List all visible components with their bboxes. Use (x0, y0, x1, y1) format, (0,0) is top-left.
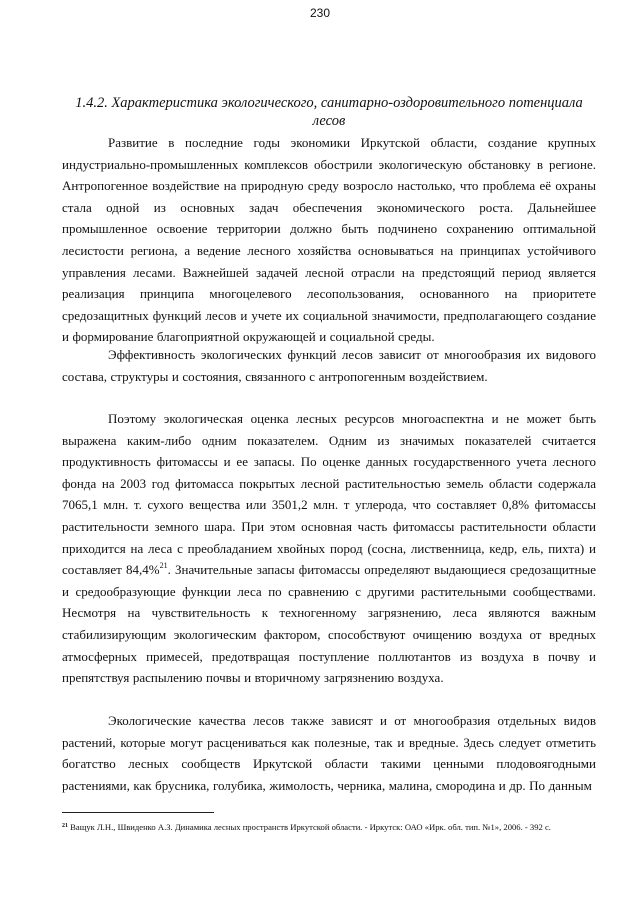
footnote-separator (62, 812, 214, 813)
paragraph: Эффективность экологических функций лесов зависит от многообразия их видового состава, структуры и состояния, связанного с антропогенным воздействием. (62, 347, 596, 384)
paragraph-text: Поэтому экологическая оценка лесных ресурсов многоаспектна и не может быть выражена каким-либо одним показателем. Одним из значимых показателей считается продуктивность фитомассы и ее запасы. По оценке данных государственного учета лесного фонда на 2003 год фитомасса покрытых лесной растительностью земель области содержала 7065,1 млн. т. сухого вещества или 3501,2 млн. т углерода, что составляет 0,8% фитомассы растительности земного шара. При этом основная часть фитомассы растительности области приходится на леса с преобладанием хвойных пород (сосна, лиственница, кедр, ель, пихта) и составляет 84,4% (62, 411, 596, 578)
paragraph: Экологические качества лесов также зависят и от многообразия отдельных видов растений, которые могут расцениваться как полезные, так и вредные. Здесь следует отметить богатство лесных сообществ Иркутской области такими ценными плодовоягодными растениями, как брусника, голубика, жимолость, черника, малина, смородина и др. По данным (62, 713, 596, 793)
paragraph-4-block (62, 710, 596, 796)
paragraph-2-block (62, 344, 596, 387)
footnote (62, 822, 602, 833)
footnote-reference[interactable]: 21 (159, 561, 168, 571)
paragraph-text: . Значительные запасы фитомассы определяют выдающиеся средозащитные и средообразующие функции леса по сравнению с другими растительными сообществами. Несмотря на чувствительность к техногенному загрязнению, леса являются важным стабилизирующим экологическим фактором, способствуют очищению воздуха от вредных атмосферных примесей, предотвращая поступление поллютантов из воздуха в почву и препятствуя распылению почвы и вторичному загрязнению воздуха. (62, 562, 596, 686)
paragraph (62, 408, 596, 689)
footnote-text: Ващук Л.Н., Швиденко А.З. Динамика лесных пространств Иркутской области. - Иркутск: ОАО «Ирк. обл. тип. №1», 2006. - 392 с. (70, 822, 551, 832)
section-title: 1.4.2. Характеристика экологического, санитарно-оздоровительного потенциала лесов (75, 95, 583, 129)
footnote-marker: 21 (62, 823, 68, 829)
paragraph: Развитие в последние годы экономики Иркутской области, создание крупных индустриально-промышленных комплексов обострили экологическую обстановку в регионе. Антропогенное воздействие на природную среду возросло настолько, что проблема её охраны стала одной из основных задач обеспечения экономического роста. Дальнейшее промышленное освоение территории должно быть подчинено сохранению оптимальной лесистости региона, а ведение лесного хозяйства основываться на принципах устойчивого управления лесами. Важнейшей задачей лесной отрасли на предстоящий период является реализация принципа многоцелевого лесопользования, основанного на приоритете средозащитных функций лесов и учете их социальной значимости, предполагающего создание и формирование благоприятной окружающей и социальной среды. (62, 135, 596, 345)
page-number: 230 (309, 6, 331, 20)
paragraph-1-block (62, 132, 596, 348)
paragraph-3-block (62, 408, 596, 689)
